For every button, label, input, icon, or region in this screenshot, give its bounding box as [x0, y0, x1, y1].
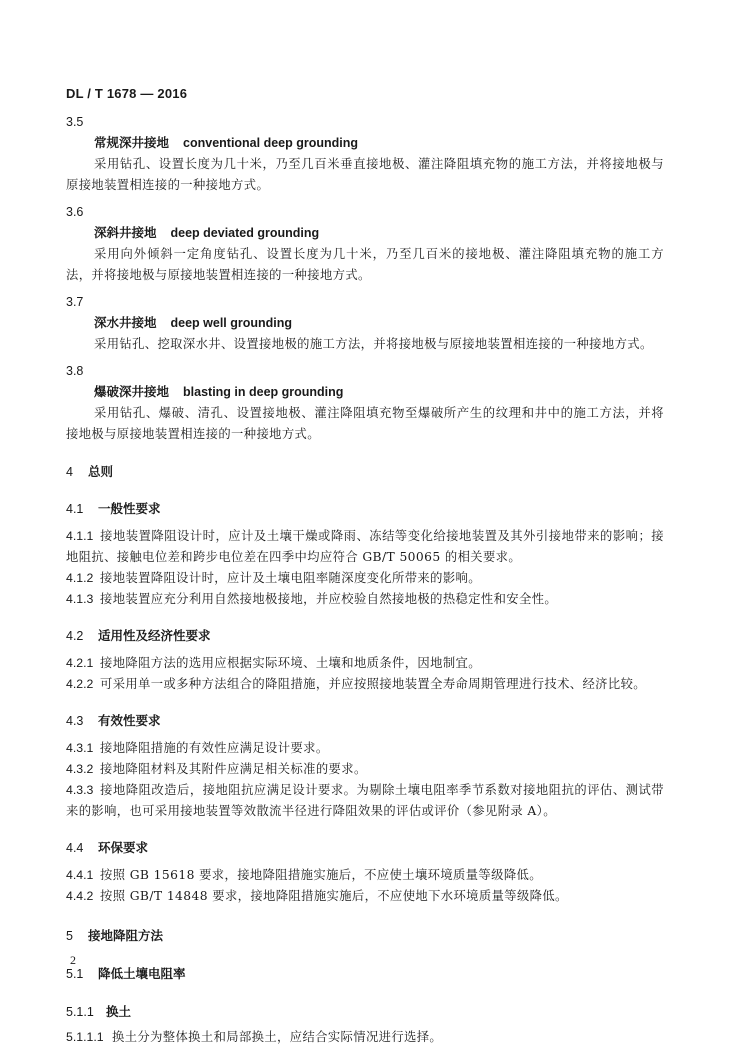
term-definition: 采用钻孔、爆破、清孔、设置接地极、灌注降阻填充物至爆破所产生的纹理和井中的施工方法，并将接地极与原接地装置相连接的一种接地方式。 — [66, 406, 664, 441]
clause-text: 接地降阻措施的有效性应满足设计要求。 — [100, 741, 329, 755]
clause — [66, 589, 664, 610]
subsection-heading — [66, 710, 664, 732]
subsection-heading — [66, 625, 664, 647]
term-title-en: deep well grounding — [170, 316, 293, 330]
clause-number: 4.2.2 — [66, 677, 94, 691]
clause-text: 接地装置降阻设计时，应计及土壤干燥或降雨、冻结等变化给接地装置及其外引接地带来的影响；接地阻抗、接触电位差和跨步电位差在四季中均应符合 GB/T 50065 的相关要求。 — [66, 529, 664, 564]
term-title — [66, 222, 664, 244]
clause-number: 4.1.1 — [66, 529, 94, 543]
clause-number: 4.3.3 — [66, 783, 94, 797]
term-number: 3.5 — [66, 115, 84, 129]
page-number: 2 — [70, 953, 76, 967]
term-title-cn: 爆破深井接地 — [94, 384, 170, 399]
clause-number: 4.1.2 — [66, 571, 94, 585]
subsubsection-number: 5.1.1 — [66, 1005, 94, 1019]
term-title-cn: 深水井接地 — [94, 315, 157, 330]
clause-text: 接地降阻材料及其附件应满足相关标准的要求。 — [100, 762, 367, 776]
subsection-heading — [66, 498, 664, 520]
clause — [66, 526, 664, 568]
subsection-title: 一般性要求 — [98, 501, 161, 516]
term-number: 3.6 — [66, 205, 84, 219]
clause — [66, 1027, 664, 1048]
clause — [66, 886, 664, 907]
clause-number: 4.2.1 — [66, 656, 94, 670]
term-definition: 采用钻孔、设置长度为几十米，乃至几百米垂直接地极、灌注降阻填充物的施工方法，并将接地极与原接地装置相连接的一种接地方式。 — [66, 157, 664, 192]
clause-number: 5.1.1.1 — [66, 1030, 104, 1044]
clause — [66, 759, 664, 780]
subsection-title: 有效性要求 — [98, 713, 161, 728]
clause — [66, 674, 664, 695]
subsubsection-title: 换土 — [106, 1004, 132, 1019]
clause-text: 按照 GB/T 14848 要求，接地降阻措施实施后，不应使地下水环境质量等级降低。 — [100, 889, 568, 903]
page-content — [66, 112, 664, 1048]
term-entry — [66, 202, 664, 286]
clause-number: 4.4.2 — [66, 889, 94, 903]
clause-number: 4.1.3 — [66, 592, 94, 606]
subsection-heading — [66, 963, 664, 985]
term-title-cn: 深斜井接地 — [94, 225, 157, 240]
section-heading — [66, 461, 664, 483]
term-title — [66, 132, 664, 154]
clause — [66, 780, 664, 822]
subsection-number: 4.1 — [66, 502, 84, 516]
clause-text: 接地降阻改造后，接地阻抗应满足设计要求。为剔除土壤电阻率季节系数对接地阻抗的评估、测试带来的影响，也可采用接地装置等效散流半径进行降阻效果的评估或评价（参见附录 A）。 — [66, 783, 664, 818]
clause-text: 可采用单一或多种方法组合的降阻措施，并应按照接地装置全寿命周期管理进行技术、经济比较。 — [100, 677, 646, 691]
term-number: 3.8 — [66, 364, 84, 378]
term-definition: 采用向外倾斜一定角度钻孔、设置长度为几十米，乃至几百米的接地极、灌注降阻填充物的施工方法，并将接地极与原接地装置相连接的一种接地方式。 — [66, 247, 664, 282]
standard-code-header: DL / T 1678 — 2016 — [66, 86, 188, 101]
subsection-title: 环保要求 — [98, 840, 149, 855]
term-title-cn: 常规深井接地 — [94, 135, 170, 150]
section-number: 4 — [66, 465, 73, 479]
term-entry — [66, 361, 664, 445]
term-title-en: deep deviated grounding — [170, 226, 320, 240]
clause-number: 4.3.2 — [66, 762, 94, 776]
clause-text: 换土分为整体换土和局部换土，应结合实际情况进行选择。 — [112, 1030, 443, 1044]
clause — [66, 653, 664, 674]
clause-number: 4.4.1 — [66, 868, 94, 882]
subsection-number: 5.1 — [66, 967, 84, 981]
subsection-heading — [66, 837, 664, 859]
clause — [66, 865, 664, 886]
term-title — [66, 381, 664, 403]
term-title-en: conventional deep grounding — [183, 136, 359, 150]
clause-number: 4.3.1 — [66, 741, 94, 755]
subsection-title: 降低土壤电阻率 — [98, 966, 186, 981]
subsubsection-heading — [66, 1001, 664, 1023]
section-heading — [66, 925, 664, 947]
section-title: 总则 — [88, 464, 114, 479]
term-definition: 采用钻孔、挖取深水井、设置接地极的施工方法，并将接地极与原接地装置相连接的一种接地方式。 — [94, 337, 653, 351]
term-entry — [66, 112, 664, 196]
term-entry — [66, 292, 664, 355]
clause-text: 接地降阻方法的选用应根据实际环境、土壤和地质条件，因地制宜。 — [100, 656, 481, 670]
clause-text: 接地装置应充分利用自然接地极接地，并应校验自然接地极的热稳定性和安全性。 — [100, 592, 558, 606]
clause-text: 按照 GB 15618 要求，接地降阻措施实施后，不应使土壤环境质量等级降低。 — [100, 868, 542, 882]
section-number: 5 — [66, 929, 73, 943]
subsection-title: 适用性及经济性要求 — [98, 628, 211, 643]
term-number: 3.7 — [66, 295, 84, 309]
subsection-number: 4.2 — [66, 629, 84, 643]
clause — [66, 738, 664, 759]
term-title — [66, 312, 664, 334]
subsection-number: 4.3 — [66, 714, 84, 728]
subsection-number: 4.4 — [66, 841, 84, 855]
section-title: 接地降阻方法 — [88, 928, 164, 943]
term-title-en: blasting in deep grounding — [183, 385, 344, 399]
clause — [66, 568, 664, 589]
clause-text: 接地装置降阻设计时，应计及土壤电阻率随深度变化所带来的影响。 — [100, 571, 481, 585]
